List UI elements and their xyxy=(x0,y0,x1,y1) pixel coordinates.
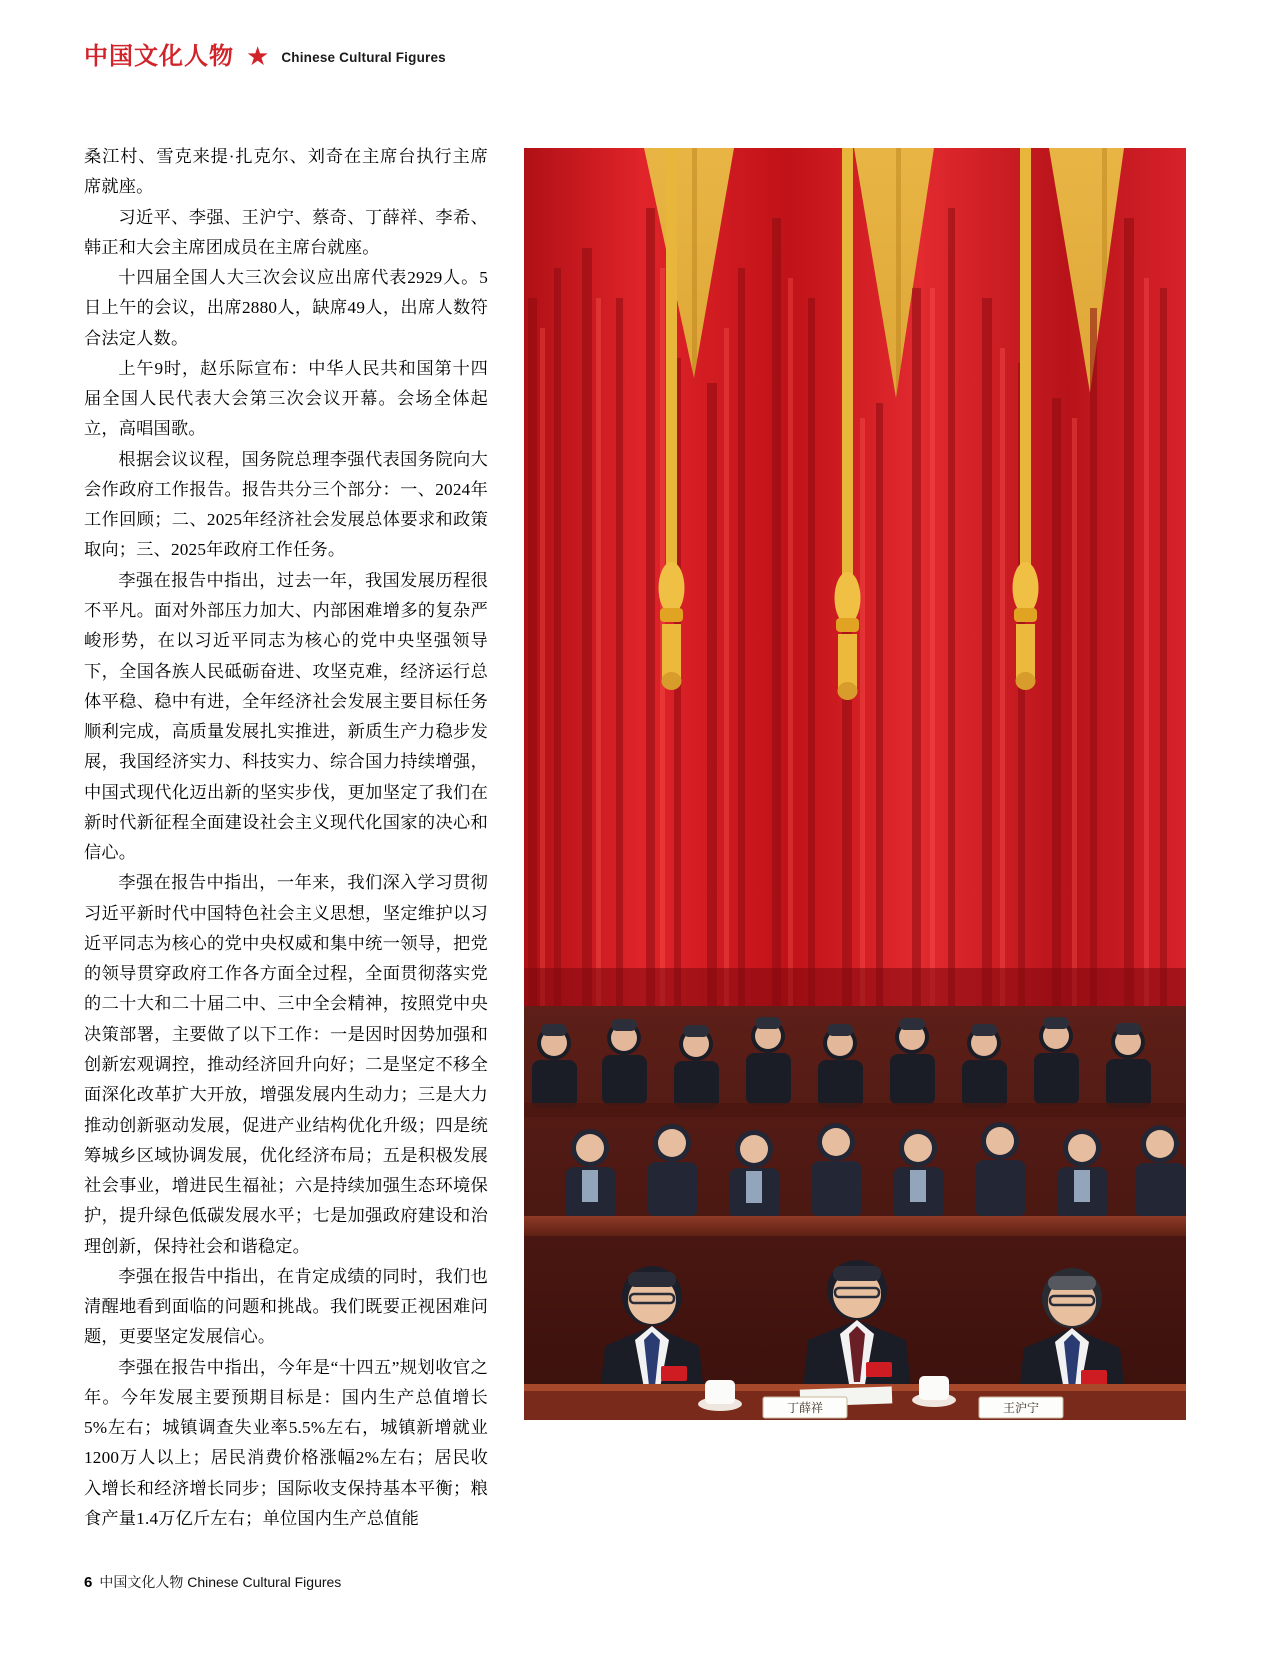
paragraph: 桑江村、雪克来提·扎克尔、刘奇在主席台执行主席席就座。 xyxy=(84,147,488,197)
article-photo xyxy=(524,148,1186,1420)
article-body xyxy=(84,142,488,1534)
nameplate-label-left: 丁薛祥 xyxy=(786,1401,824,1415)
paragraph: 十四届全国人大三次会议应出席代表2929人。5日上午的会议，出席2880人，缺席49人，出席人数符合法定人数。 xyxy=(84,268,488,348)
paragraph: 习近平、李强、王沪宁、蔡奇、丁薛祥、李希、韩正和大会主席团成员在主席台就座。 xyxy=(84,207,488,257)
paragraph: 李强在报告中指出，在肯定成绩的同时，我们也清醒地看到面临的问题和挑战。我们既要正视困难问题，更要坚定发展信心。 xyxy=(84,1266,488,1347)
paragraph: 根据会议议程，国务院总理李强代表国务院向大会作政府工作报告。报告共分三个部分：一、2024年工作回顾；二、2025年经济社会发展总体要求和政策取向；三、2025年政府工作任务。 xyxy=(84,449,488,560)
page-footer xyxy=(84,1572,341,1592)
nameplate-label-right: 王沪宁 xyxy=(1002,1401,1040,1415)
paragraph: 上午9时，赵乐际宣布：中华人民共和国第十四届全国人民代表大会第三次会议开幕。会场全体起立，高唱国歌。 xyxy=(84,358,488,439)
paragraph: 李强在报告中指出，过去一年，我国发展历程很不平凡。面对外部压力加大、内部困难增多的复杂严峻形势，在以习近平同志为核心的党中央坚强领导下，全国各族人民砥砺奋进、攻坚克难，经济运行总体平稳、稳中有进，全年经济社会发展主要目标任务顺利完成，高质量发展扎实推进，新质生产力稳步发展，我国经济实力、科技实力、综合国力持续增强，中国式现代化迈出新的坚实步伐，更加坚定了我们在新时代新征程全面建设社会主义现代化国家的决心和信心。 xyxy=(84,570,488,863)
footer-publication-name: 中国文化人物 Chinese Cultural Figures xyxy=(99,1574,342,1590)
masthead-chinese-title: 中国文化人物 xyxy=(84,44,234,70)
paragraph: 李强在报告中指出，今年是“十四五”规划收官之年。今年发展主要预期目标是：国内生产总值增长5%左右；城镇调查失业率5.5%左右，城镇新增就业1200万人以上；居民消费价格涨幅2%左右；居民收入增长和经济增长同步；国际收支保持基本平衡；粮食产量1.4万亿斤左右；单位国内生产总值能 xyxy=(84,1357,488,1528)
paragraph: 李强在报告中指出，一年来，我们深入学习贯彻习近平新时代中国特色社会主义思想，坚定维护以习近平同志为核心的党中央权威和集中统一领导，把党的领导贯穿政府工作各方面全过程，全面贯彻落实党的二十大和二十届二中、三中全会精神，按照党中央决策部署，主要做了以下工作：一是因时因势加强和创新宏观调控，推动经济回升向好；二是坚定不移全面深化改革扩大开放，增强发展内生动力；三是大力推动创新驱动发展，促进产业结构优化升级；四是统筹城乡区域协调发展，优化经济布局；五是积极发展社会事业，增进民生福祉；六是持续加强生态环境保护，提升绿色低碳发展水平；七是加强政府建设和治理创新，保持社会和谐稳定。 xyxy=(84,873,488,1256)
photo-illustration xyxy=(524,148,1186,1420)
masthead-english-title: Chinese Cultural Figures xyxy=(281,49,446,65)
star-icon: ★ xyxy=(246,42,270,71)
masthead xyxy=(84,44,446,70)
page-number: 6 xyxy=(84,1574,93,1591)
